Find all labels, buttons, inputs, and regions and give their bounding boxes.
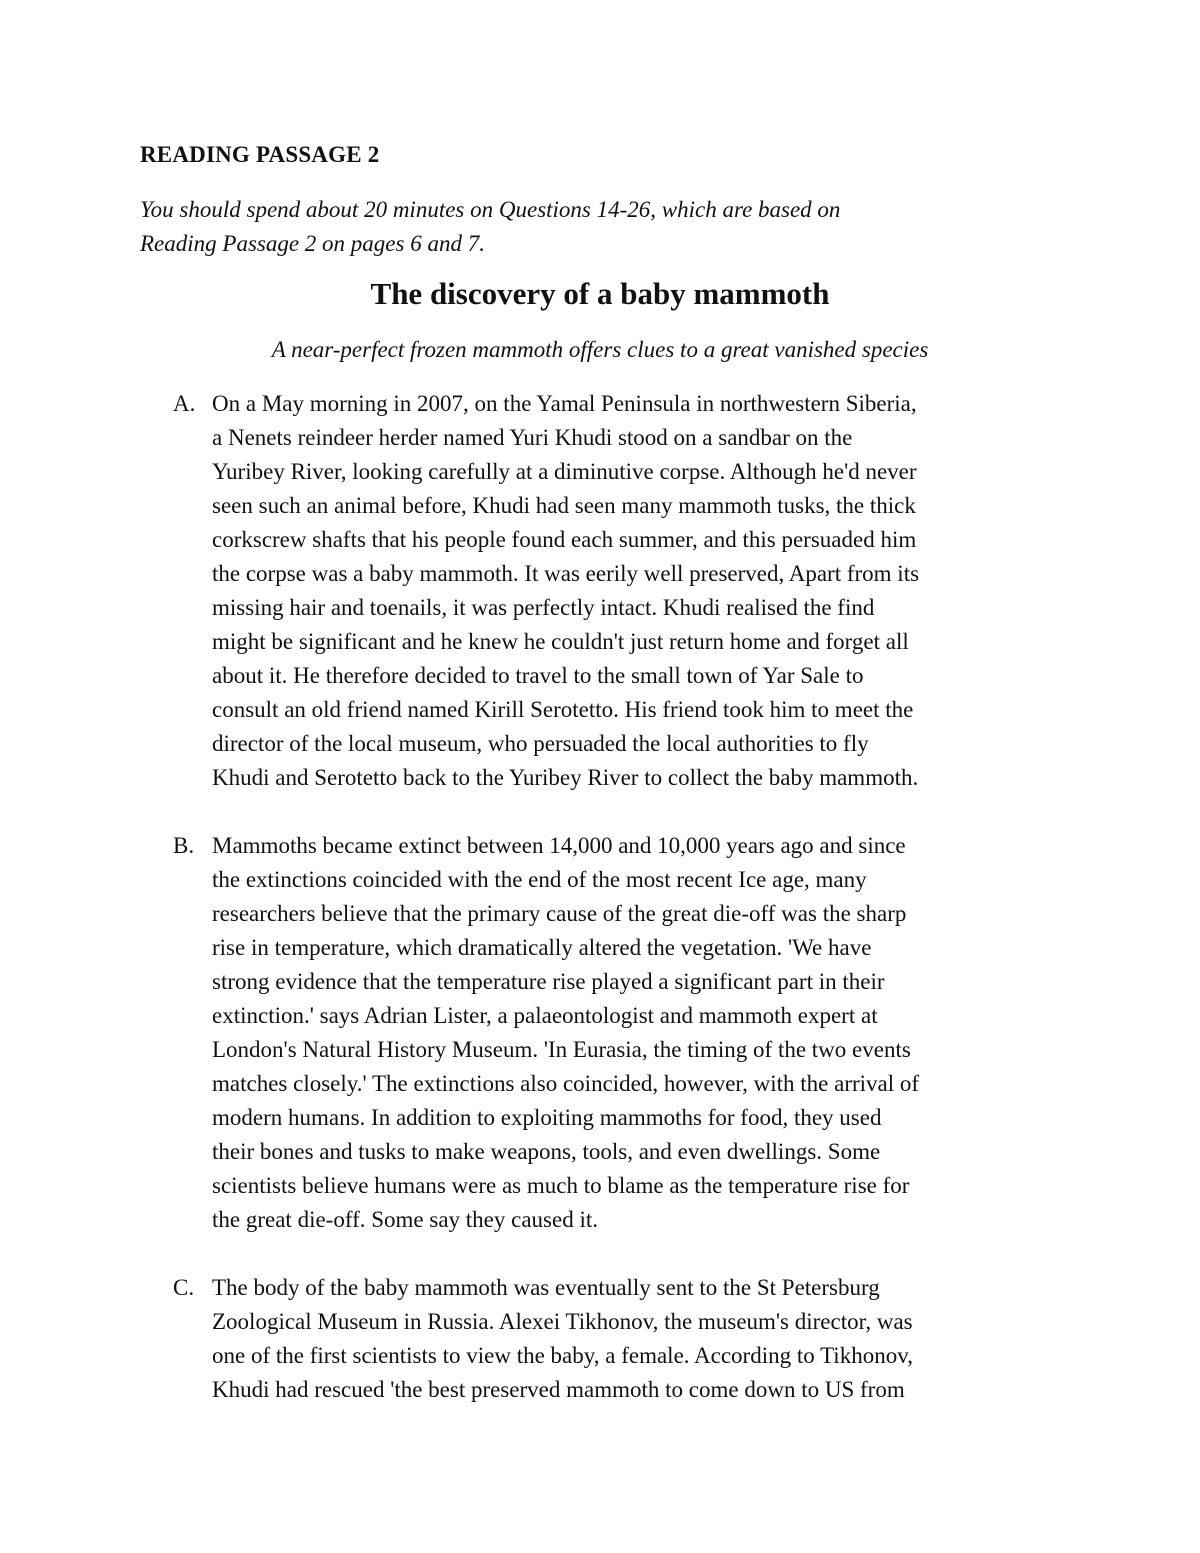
paragraph-line: consult an old friend named Kirill Serotetto. His friend took him to meet the	[212, 697, 914, 722]
paragraph-body	[212, 387, 1072, 795]
paragraph-line: a Nenets reindeer herder named Yuri Khudi stood on a sandbar on the	[212, 425, 853, 450]
paragraph-letter: B.	[173, 833, 195, 858]
paragraph-body	[212, 1271, 1072, 1407]
paragraph-line: one of the first scientists to view the baby, a female. According to Tikhonov,	[212, 1343, 913, 1368]
paragraph-line: Mammoths became extinct between 14,000 and 10,000 years ago and since	[212, 833, 906, 858]
paragraph-line: modern humans. In addition to exploiting mammoths for food, they used	[212, 1105, 882, 1130]
paragraph-line: the corpse was a baby mammoth. It was eerily well preserved, Apart from its	[212, 561, 920, 586]
paragraph-line: might be significant and he knew he couldn't just return home and forget all	[212, 629, 909, 654]
paragraph-line: On a May morning in 2007, on the Yamal Peninsula in northwestern Siberia,	[212, 391, 917, 416]
paragraph-line: about it. He therefore decided to travel to the small town of Yar Sale to	[212, 663, 864, 688]
paragraph-line: Khudi and Serotetto back to the Yuribey River to collect the baby mammoth.	[212, 765, 919, 790]
paragraph-letter: A.	[173, 391, 196, 416]
paragraph-line: their bones and tusks to make weapons, tools, and even dwellings. Some	[212, 1139, 881, 1164]
paragraph-line: London's Natural History Museum. 'In Eurasia, the timing of the two events	[212, 1037, 911, 1062]
paragraph-line: missing hair and toenails, it was perfectly intact. Khudi realised the find	[212, 595, 875, 620]
paragraph-line: director of the local museum, who persuaded the local authorities to fly	[212, 731, 869, 756]
paragraph-line: seen such an animal before, Khudi had seen many mammoth tusks, the thick	[212, 493, 916, 518]
paragraph-line: matches closely.' The extinctions also coincided, however, with the arrival of	[212, 1071, 920, 1096]
instructions	[140, 193, 1040, 261]
paragraph-line: Yuribey River, looking carefully at a diminutive corpse. Although he'd never	[212, 459, 917, 484]
paragraph-line: rise in temperature, which dramatically altered the vegetation. 'We have	[212, 935, 872, 960]
paragraph-line: researchers believe that the primary cause of the great die-off was the sharp	[212, 901, 907, 926]
paragraph-letter: C.	[173, 1275, 195, 1300]
paragraph-line: Khudi had rescued 'the best preserved mammoth to come down to US from	[212, 1377, 905, 1402]
paragraph-line: the great die-off. Some say they caused it.	[212, 1207, 598, 1232]
paragraph-line: strong evidence that the temperature rise played a significant part in their	[212, 969, 885, 994]
section-heading: READING PASSAGE 2	[140, 142, 380, 167]
instructions-line: You should spend about 20 minutes on Questions 14-26, which are based on	[140, 197, 841, 222]
instructions-line: Reading Passage 2 on pages 6 and 7.	[140, 231, 485, 256]
paragraph-line: Zoological Museum in Russia. Alexei Tikhonov, the museum's director, was	[212, 1309, 913, 1334]
paragraph-line: corkscrew shafts that his people found each summer, and this persuaded him	[212, 527, 917, 552]
paragraph-line: the extinctions coincided with the end of the most recent Ice age, many	[212, 867, 867, 892]
paragraph-line: scientists believe humans were as much to blame as the temperature rise for	[212, 1173, 910, 1198]
article-title: The discovery of a baby mammoth	[370, 276, 830, 311]
paragraph-line: The body of the baby mammoth was eventually sent to the St Petersburg	[212, 1275, 880, 1300]
paragraph-body	[212, 829, 1072, 1237]
paragraph-line: extinction.' says Adrian Lister, a palaeontologist and mammoth expert at	[212, 1003, 878, 1028]
article-subtitle: A near-perfect frozen mammoth offers clues to a great vanished species	[271, 337, 929, 362]
